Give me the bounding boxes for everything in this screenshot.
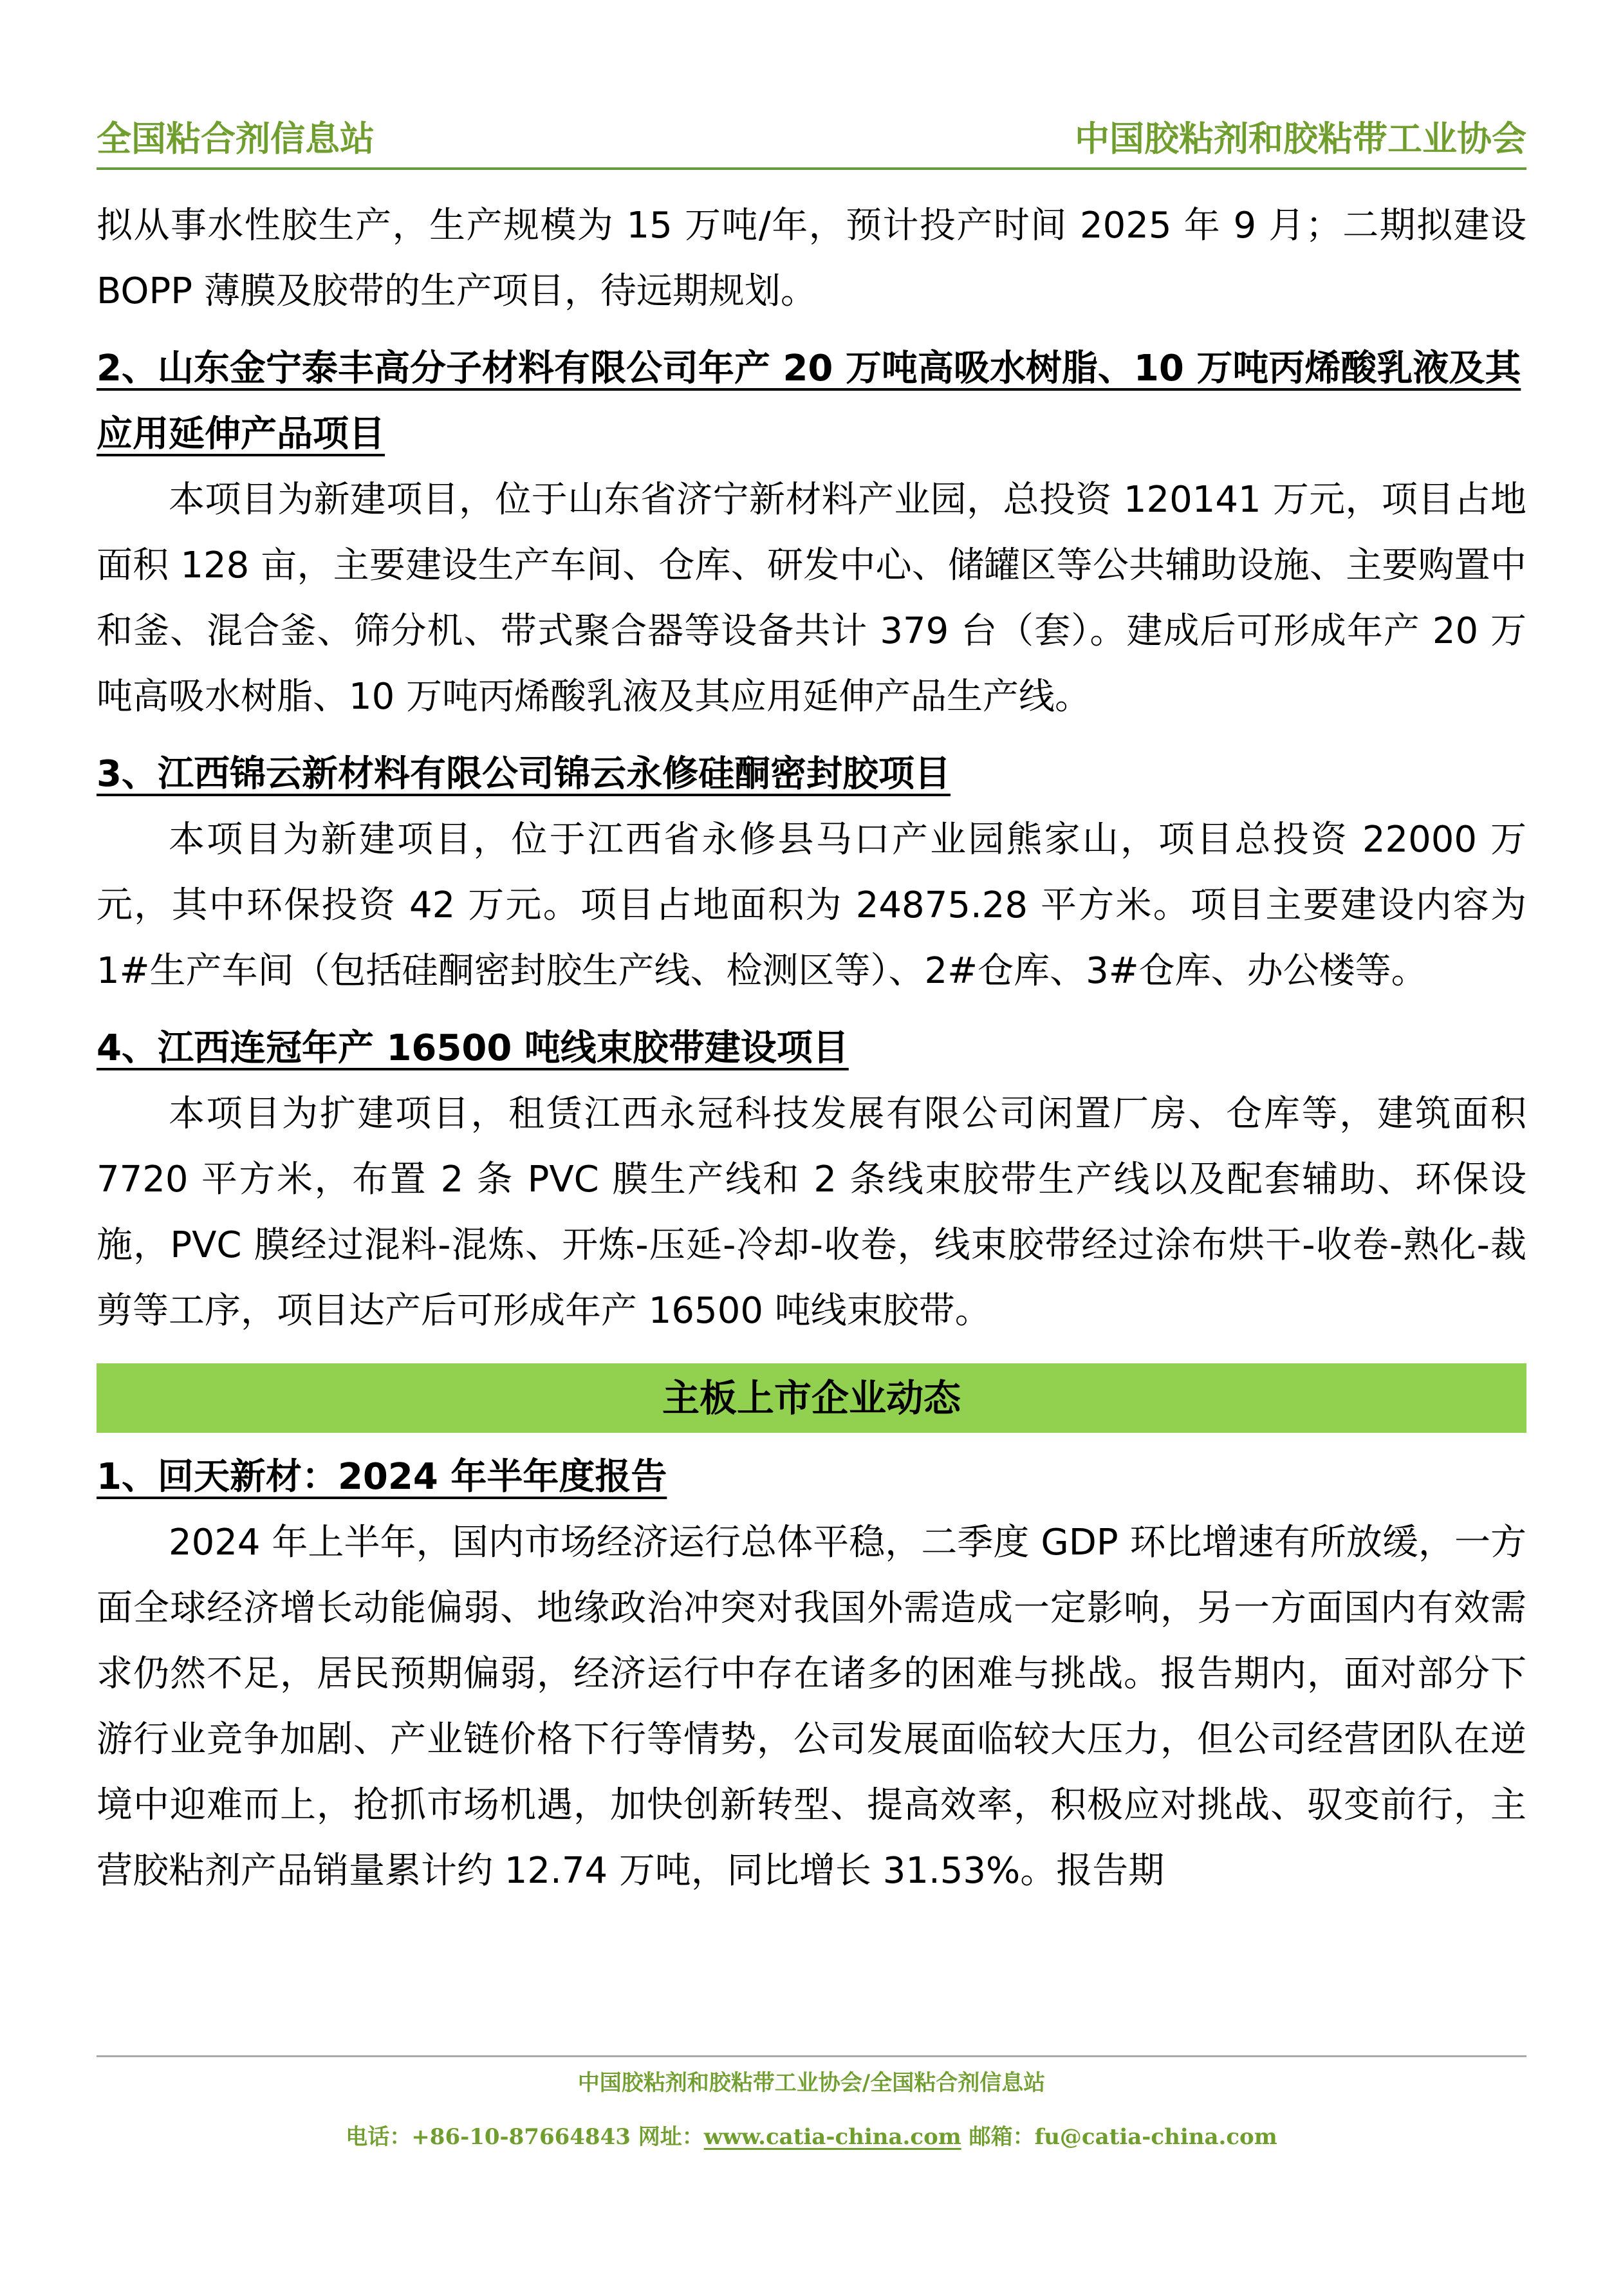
section-heading-2: 2、山东金宁泰丰高分子材料有限公司年产 20 万吨高吸水树脂、10 万吨丙烯酸乳液及其应用延伸产品项目 [97, 348, 1521, 455]
section-body-2: 本项目为新建项目，位于山东省济宁新材料产业园，总投资 120141 万元，项目占地面积 128 亩，主要建设生产车间、仓库、研发中心、储罐区等公共辅助设施、主要购置中和釜、混合釜、筛分机、带式聚合器等设备共计 379 台（套）。建成后可形成年产 20 万吨高吸水树脂、10 万吨丙烯酸乳液及其应用延伸产品生产线。 [97, 479, 1526, 718]
listed-company-heading-1: 1、回天新材：2024 年半年度报告 [97, 1456, 667, 1498]
page-content [97, 193, 1526, 1904]
section-heading-4: 4、江西连冠年产 16500 吨线束胶带建设项目 [97, 1027, 849, 1069]
header-association-name: 中国胶粘剂和胶粘带工业协会 [1075, 118, 1526, 159]
intro-paragraph: 拟从事水性胶生产，生产规模为 15 万吨/年，预计投产时间 2025 年 9 月；二期拟建设 BOPP 薄膜及胶带的生产项目，待远期规划。 [97, 205, 1526, 312]
page-footer [97, 2055, 1526, 2152]
footer-organization: 中国胶粘剂和胶粘带工业协会/全国粘合剂信息站 [577, 2070, 1046, 2096]
section-banner: 主板上市企业动态 [97, 1363, 1526, 1433]
section-heading-3: 3、江西锦云新材料有限公司锦云永修硅酮密封胶项目 [97, 753, 951, 795]
section-body-3: 本项目为新建项目，位于江西省永修县马口产业园熊家山，项目总投资 22000 万元，其中环保投资 42 万元。项目占地面积为 24875.28 平方米。项目主要建设内容为 1#生产车间（包括硅酮密封胶生产线、检测区等）、2#仓库、3#仓库、办公楼等。 [97, 819, 1526, 992]
footer-phone: 电话：+86-10-87664843 网址： [346, 2124, 704, 2150]
page-header [97, 108, 1526, 170]
header-site-name: 全国粘合剂信息站 [97, 118, 375, 159]
footer-contact [97, 2122, 1526, 2152]
listed-company-body-1: 2024 年上半年，国内市场经济运行总体平稳，二季度 GDP 环比增速有所放缓，一方面全球经济增长动能偏弱、地缘政治冲突对我国外需造成一定影响，另一方面国内有效需求仍然不足，居民预期偏弱，经济运行中存在诸多的困难与挑战。报告期内，面对部分下游行业竞争加剧、产业链价格下行等情势，公司发展面临较大压力，但公司经营团队在逆境中迎难而上，抢抓市场机遇，加快创新转型、提高效率，积极应对挑战、驭变前行，主营胶粘剂产品销量累计约 12.74 万吨，同比增长 31.53%。报告期 [97, 1522, 1526, 1892]
footer-website-link[interactable]: www.catia-china.com [703, 2124, 961, 2150]
footer-email-label: 邮箱： [961, 2124, 1035, 2150]
footer-email: fu@catia-china.com [1034, 2124, 1277, 2150]
section-body-4: 本项目为扩建项目，租赁江西永冠科技发展有限公司闲置厂房、仓库等，建筑面积 7720 平方米，布置 2 条 PVC 膜生产线和 2 条线束胶带生产线以及配套辅助、环保设施，PVC 膜经过混料-混炼、开炼-压延-冷却-收卷，线束胶带经过涂布烘干-收卷-熟化-裁剪等工序，项目达产后可形成年产 16500 吨线束胶带。 [97, 1093, 1526, 1332]
